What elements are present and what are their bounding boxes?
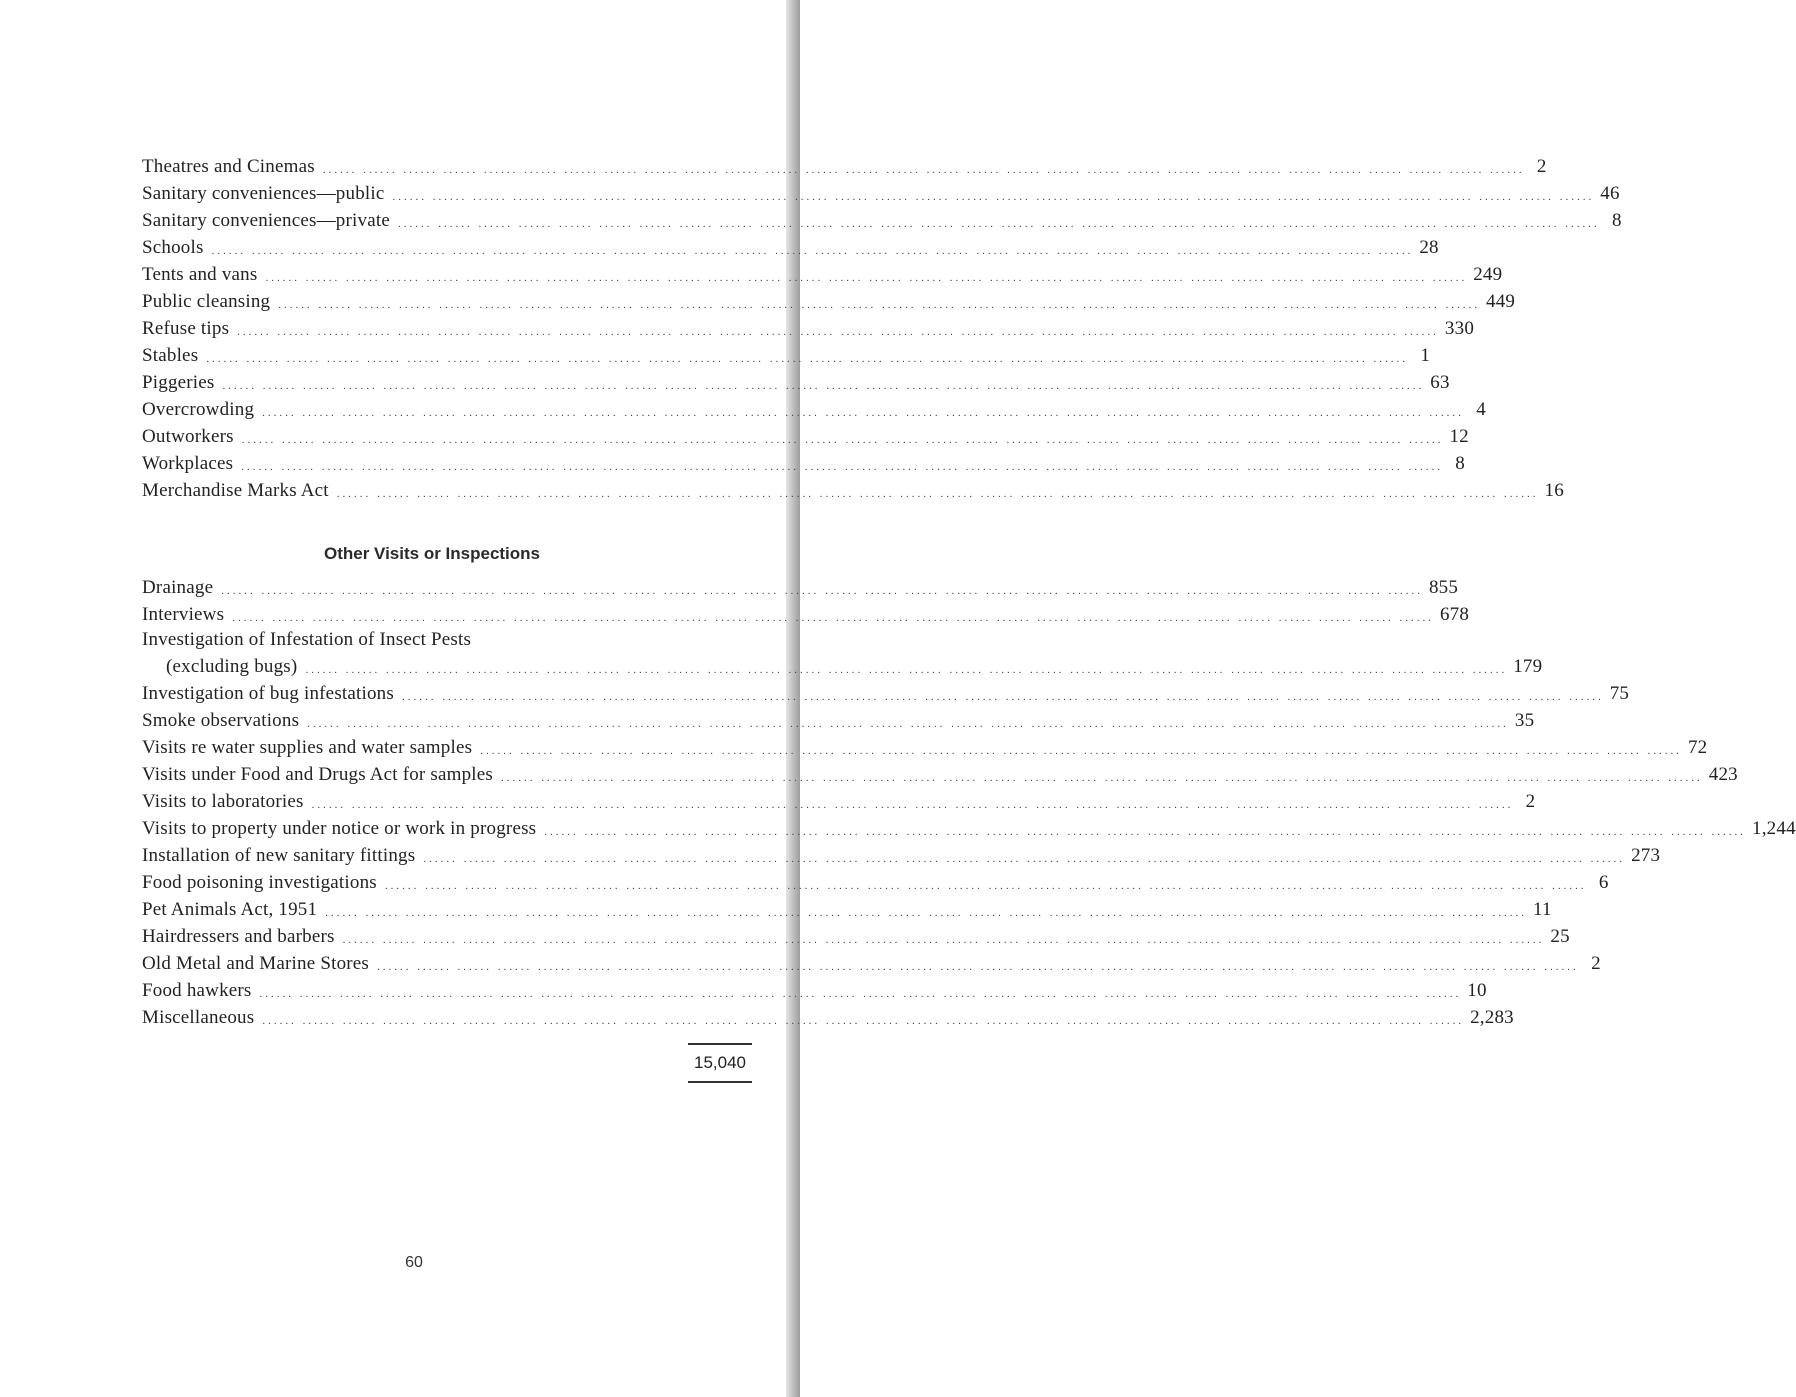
section-heading: Other Visits or Inspections	[323, 544, 541, 563]
row-value: 8	[1455, 453, 1465, 474]
row-value: 10	[1467, 980, 1487, 1001]
row-value: 2,283	[1470, 1007, 1514, 1028]
row-value: 179	[1513, 656, 1543, 677]
leader-dots: ...... ...... ...... ...... ...... ...... ...... ...... ...... ...... ...... ...... ...... ...... ...... ...... ...... ...... ...... ...... ...... ...... ...... ...... ...... ...... ...... ...... ...... ......	[305, 664, 1508, 676]
table-row	[142, 234, 1439, 261]
table-row	[142, 950, 1601, 977]
row-label: Investigation of Infestation of Insect Pests	[142, 629, 472, 650]
row-value: 1,244	[1752, 818, 1796, 839]
row-value: 6	[1598, 872, 1609, 893]
row-label: Sanitary conveniences—public	[142, 183, 385, 204]
row-label: Smoke observations	[142, 710, 300, 731]
leader-dots: ...... ...... ...... ...... ...... ...... ...... ...... ...... ...... ...... ...... ...... ...... ...... ...... ...... ...... ...... ...... ...... ...... ...... ...... ...... ...... ...... ...... ...... ......	[325, 907, 1527, 919]
row-label: Hairdressers and barbers	[142, 926, 335, 947]
leader-dots: ...... ...... ...... ...... ...... ...... ...... ...... ...... ...... ...... ...... ...... ...... ...... ...... ...... ...... ...... ...... ...... ...... ...... ...... ...... ...... ...... ...... ...... ......	[401, 691, 1604, 703]
leader-dots: ...... ...... ...... ...... ...... ...... ...... ...... ...... ...... ...... ...... ...... ...... ...... ...... ...... ...... ...... ...... ...... ...... ...... ...... ...... ...... ...... ...... ...... ......	[311, 799, 1514, 811]
total-rule-top	[688, 1043, 752, 1045]
row-label: Piggeries	[142, 372, 215, 393]
table-row	[142, 207, 1622, 234]
row-value: 8	[1612, 210, 1622, 231]
row-label: Outworkers	[142, 426, 234, 447]
row-label: Drainage	[142, 577, 214, 598]
row-value: 1	[1420, 345, 1431, 366]
table-row	[142, 423, 1469, 450]
row-value: 4	[1476, 399, 1486, 420]
leader-dots: ...... ...... ...... ...... ...... ...... ...... ...... ...... ...... ...... ...... ...... ...... ...... ...... ...... ...... ...... ...... ...... ...... ...... ...... ...... ...... ...... ...... ...... ......	[241, 461, 1443, 473]
leader-dots: ...... ...... ...... ...... ...... ...... ...... ...... ...... ...... ...... ...... ...... ...... ...... ...... ...... ...... ...... ...... ...... ...... ...... ...... ...... ...... ...... ...... ...... ......	[480, 745, 1682, 757]
leader-dots: ...... ...... ...... ...... ...... ...... ...... ...... ...... ...... ...... ...... ...... ...... ...... ...... ...... ...... ...... ...... ...... ...... ...... ...... ...... ...... ...... ...... ...... ......	[265, 272, 1468, 284]
table-row	[142, 869, 1609, 896]
row-value: 249	[1473, 264, 1503, 285]
row-label: Miscellaneous	[142, 1007, 255, 1028]
row-label: Food hawkers	[142, 980, 252, 1001]
leader-dots: ...... ...... ...... ...... ...... ...... ...... ...... ...... ...... ...... ...... ...... ...... ...... ...... ...... ...... ...... ...... ...... ...... ...... ...... ...... ...... ...... ...... ...... ......	[377, 961, 1579, 973]
table-row	[142, 342, 1431, 369]
row-value: 855	[1428, 577, 1459, 598]
table-row	[142, 315, 1475, 342]
row-label: Overcrowding	[142, 399, 255, 420]
row-label: Visits re water supplies and water samples	[142, 737, 473, 758]
table-row	[142, 788, 1536, 815]
grand-total: 15,040	[694, 1053, 746, 1072]
row-value: 35	[1514, 710, 1535, 731]
leader-dots: ...... ...... ...... ...... ...... ...... ...... ...... ...... ...... ...... ...... ...... ...... ...... ...... ...... ...... ...... ...... ...... ...... ...... ...... ...... ...... ...... ...... ...... ......	[211, 245, 1414, 257]
row-label: Theatres and Cinemas	[142, 156, 315, 177]
total-area	[142, 1031, 752, 1101]
row-value: 46	[1600, 183, 1620, 204]
table-row	[142, 601, 1470, 628]
row-label: Old Metal and Marine Stores	[142, 953, 370, 974]
leader-dots: ...... ...... ...... ...... ...... ...... ...... ...... ...... ...... ...... ...... ...... ...... ...... ...... ...... ...... ...... ...... ...... ...... ...... ...... ...... ...... ...... ...... ...... ......	[259, 988, 1462, 1000]
row-label: Visits to property under notice or work in progress	[142, 818, 537, 839]
leader-dots: ...... ...... ...... ...... ...... ...... ...... ...... ...... ...... ...... ...... ...... ...... ...... ...... ...... ...... ...... ...... ...... ...... ...... ...... ...... ...... ...... ...... ...... ......	[423, 853, 1626, 865]
table-row	[142, 369, 1450, 396]
table-row	[142, 288, 1516, 315]
table-row	[142, 761, 1738, 788]
leader-dots: ...... ...... ...... ...... ...... ...... ...... ...... ...... ...... ...... ...... ...... ...... ...... ...... ...... ...... ...... ...... ...... ...... ...... ...... ...... ...... ...... ...... ...... ......	[336, 488, 1539, 500]
table-row	[142, 396, 1486, 423]
row-label: Pet Animals Act, 1951	[142, 899, 318, 920]
row-value: 16	[1544, 480, 1564, 501]
leader-dots: ...... ...... ...... ...... ...... ...... ...... ...... ...... ...... ...... ...... ...... ...... ...... ...... ...... ...... ...... ...... ...... ...... ...... ...... ...... ...... ...... ...... ...... ......	[278, 299, 1481, 311]
row-value: 423	[1708, 764, 1738, 785]
table-row	[142, 653, 1543, 680]
table-row	[142, 180, 1620, 207]
table-row	[142, 923, 1570, 950]
table-row	[142, 153, 1547, 180]
table-row	[142, 628, 752, 653]
row-label: Public cleansing	[142, 291, 271, 312]
row-value: 678	[1439, 604, 1470, 625]
leader-dots: ...... ...... ...... ...... ...... ...... ...... ...... ...... ...... ...... ...... ...... ...... ...... ...... ...... ...... ...... ...... ...... ...... ...... ...... ...... ...... ...... ...... ...... ......	[392, 191, 1595, 203]
table-row	[142, 680, 1630, 707]
leader-dots: ...... ...... ...... ...... ...... ...... ...... ...... ...... ...... ...... ...... ...... ...... ...... ...... ...... ...... ...... ...... ...... ...... ...... ...... ...... ...... ...... ...... ...... ......	[544, 826, 1747, 838]
leader-dots: ...... ...... ...... ...... ...... ...... ...... ...... ...... ...... ...... ...... ...... ...... ...... ...... ...... ...... ...... ...... ...... ...... ...... ...... ...... ...... ...... ...... ...... ......	[397, 218, 1600, 230]
document-body	[142, 153, 1796, 1101]
other-visits-list	[142, 574, 1796, 1031]
table-row	[142, 896, 1552, 923]
leader-dots: ...... ...... ...... ...... ...... ...... ...... ...... ...... ...... ...... ...... ...... ...... ...... ...... ...... ...... ...... ...... ...... ...... ...... ...... ...... ...... ...... ...... ...... ......	[241, 434, 1444, 446]
table-row	[142, 842, 1661, 869]
total-block	[688, 1043, 752, 1083]
row-value: 28	[1419, 237, 1439, 258]
leader-dots: ...... ...... ...... ...... ...... ...... ...... ...... ...... ...... ...... ...... ...... ...... ...... ...... ...... ...... ...... ...... ...... ...... ...... ...... ...... ...... ...... ...... ...... ......	[322, 164, 1525, 176]
table-row	[142, 977, 1487, 1004]
row-label: Sanitary conveniences—private	[142, 210, 390, 231]
leader-dots: ...... ...... ...... ...... ...... ...... ...... ...... ...... ...... ...... ...... ...... ...... ...... ...... ...... ...... ...... ...... ...... ...... ...... ...... ...... ...... ...... ...... ...... ......	[222, 380, 1425, 392]
row-label: Stables	[142, 345, 199, 366]
row-label: Merchandise Marks Act	[142, 480, 329, 501]
row-label: Investigation of bug infestations	[142, 683, 394, 704]
row-value: 75	[1609, 683, 1630, 704]
table-row	[142, 450, 1465, 477]
row-value: 330	[1444, 318, 1475, 339]
leader-dots: ...... ...... ...... ...... ...... ...... ...... ...... ...... ...... ...... ...... ...... ...... ...... ...... ...... ...... ...... ...... ...... ...... ...... ...... ...... ...... ...... ...... ...... ......	[237, 326, 1439, 338]
row-value: 2	[1591, 953, 1601, 974]
leader-dots: ...... ...... ...... ...... ...... ...... ...... ...... ...... ...... ...... ...... ...... ...... ...... ...... ...... ...... ...... ...... ...... ...... ...... ...... ...... ...... ...... ...... ...... ......	[262, 1015, 1465, 1027]
row-value: 2	[1525, 791, 1536, 812]
leader-dots: ...... ...... ...... ...... ...... ...... ...... ...... ...... ...... ...... ...... ...... ...... ...... ...... ...... ...... ...... ...... ...... ...... ...... ...... ...... ...... ...... ...... ...... ......	[262, 407, 1464, 419]
row-value: 273	[1631, 845, 1661, 866]
leader-dots: ...... ...... ...... ...... ...... ...... ...... ...... ...... ...... ...... ...... ...... ...... ...... ...... ...... ...... ...... ...... ...... ...... ...... ...... ...... ...... ...... ...... ...... ......	[384, 880, 1587, 892]
row-label: (excluding bugs)	[166, 656, 298, 677]
row-value: 12	[1449, 426, 1469, 447]
row-label: Visits to laboratories	[142, 791, 304, 812]
table-row	[142, 477, 1564, 504]
row-value: 72	[1687, 737, 1708, 758]
table-row	[142, 734, 1708, 761]
row-value: 449	[1486, 291, 1516, 312]
row-value: 25	[1550, 926, 1570, 947]
table-row	[142, 815, 1796, 842]
row-value: 63	[1430, 372, 1450, 393]
leader-dots: ...... ...... ...... ...... ...... ...... ...... ...... ...... ...... ...... ...... ...... ...... ...... ...... ...... ...... ...... ...... ...... ...... ...... ...... ...... ...... ...... ...... ...... ......	[342, 934, 1545, 946]
row-label: Tents and vans	[142, 264, 258, 285]
page-number: 60	[405, 1254, 423, 1271]
row-label: Installation of new sanitary fittings	[142, 845, 416, 866]
row-label: Food poisoning investigations	[142, 872, 377, 893]
leader-dots: ...... ...... ...... ...... ...... ...... ...... ...... ...... ...... ...... ...... ...... ...... ...... ...... ...... ...... ...... ...... ...... ...... ...... ...... ...... ...... ...... ...... ...... ......	[307, 718, 1509, 730]
inspections-list	[142, 153, 1622, 504]
row-label: Workplaces	[142, 453, 234, 474]
total-rule-bottom	[688, 1081, 752, 1083]
row-label: Visits under Food and Drugs Act for samples	[142, 764, 494, 785]
table-row	[142, 707, 1535, 734]
table-row	[142, 1004, 1514, 1031]
leader-dots: ...... ...... ...... ...... ...... ...... ...... ...... ...... ...... ...... ...... ...... ...... ...... ...... ...... ...... ...... ...... ...... ...... ...... ...... ...... ...... ...... ...... ...... ......	[221, 585, 1423, 597]
leader-dots: ...... ...... ...... ...... ...... ...... ...... ...... ...... ...... ...... ...... ...... ...... ...... ...... ...... ...... ...... ...... ...... ...... ...... ...... ...... ...... ...... ...... ...... ......	[501, 772, 1703, 784]
row-label: Interviews	[142, 604, 225, 625]
row-value: 2	[1536, 156, 1547, 177]
row-label: Schools	[142, 237, 204, 258]
table-row	[142, 574, 1459, 601]
table-row	[142, 261, 1503, 288]
row-value: 11	[1532, 899, 1552, 920]
leader-dots: ...... ...... ...... ...... ...... ...... ...... ...... ...... ...... ...... ...... ...... ...... ...... ...... ...... ...... ...... ...... ...... ...... ...... ...... ...... ...... ...... ...... ...... ......	[206, 353, 1409, 365]
row-label: Refuse tips	[142, 318, 230, 339]
leader-dots: ...... ...... ...... ...... ...... ...... ...... ...... ...... ...... ...... ...... ...... ...... ...... ...... ...... ...... ...... ...... ...... ...... ...... ...... ...... ...... ...... ...... ...... ......	[232, 612, 1434, 624]
